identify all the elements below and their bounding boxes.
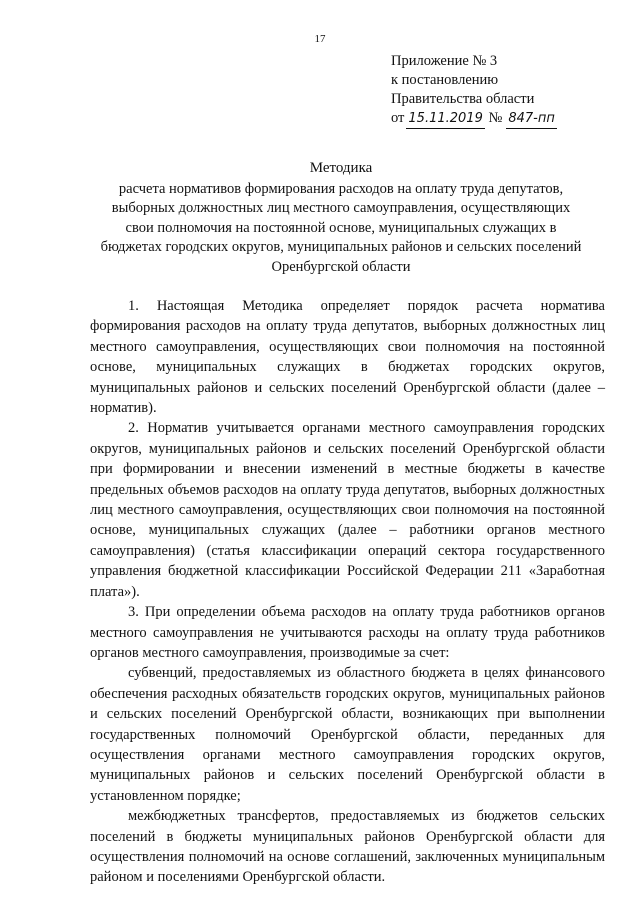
paragraph-3: 3. При определении объема расходов на оплату труда работников органов местного самоуправления не учитываются расходы на оплату труда работников органов местного самоуправления, производимые за счет: [90, 604, 605, 661]
title-line-5: Оренбургской области [271, 258, 411, 275]
title-line-3: свои полномочия на постоянной основе, муниципальных служащих в [125, 219, 557, 236]
page-number: 17 [314, 33, 326, 45]
title-line-1: расчета нормативов формирования расходов на оплату труда депутатов, [118, 180, 564, 197]
document-title [78, 159, 604, 277]
appendix-line-1: Приложение № 3 [391, 53, 498, 69]
date-prefix: от [391, 110, 405, 126]
appendix-date-line [391, 109, 557, 129]
paragraph-4: субвенций, предоставляемых из областного бюджета в целях финансового обеспечения расходных обязательств городских округов, муниципальных районов и сельских поселений Оренбургской области, возникающих при выполнении государственных полномочий Оренбургской области, переданных для осуществления органами местного самоуправления городских округов, муниципальных районов и сельских поселений Оренбургской области в установленном порядке; [90, 665, 605, 804]
number-prefix: № [488, 110, 503, 126]
appendix-line-3: Правительства области [391, 91, 535, 107]
paragraph-2: 2. Норматив учитывается органами местного самоуправления городских округов, муниципальных районов и сельских поселений Оренбургской области при формировании и внесении изменений в местные бюджеты в качестве предельных объемов расходов на оплату труда депутатов, выборных должностных лиц местного самоуправления, осуществляющих свои полномочия на постоянной основе, муниципальных служащих (далее – работники органов местного самоуправления) (статья классификации операций сектора государственного управления бюджетной классификации Российской Федерации 211 «Заработная плата»). [90, 420, 605, 600]
title-heading: Методика [309, 160, 373, 176]
handwritten-date: 15.11.2019 [406, 109, 484, 129]
paragraph-1: 1. Настоящая Методика определяет порядок расчета норматива формирования расходов на оплату труда депутатов, выборных должностных лиц местного самоуправления, осуществляющих свои полномочия на постоянной основе, муниципальных служащих в бюджетах городских округов, муниципальных районов и сельских поселений Оренбургской области (далее – норматив). [90, 298, 605, 417]
appendix-block [391, 52, 557, 129]
document-body [90, 296, 605, 888]
appendix-line-2: к постановлению [391, 72, 499, 88]
handwritten-number: 847-пп [506, 109, 557, 129]
title-line-4: бюджетах городских округов, муниципальных районов и сельских поселений [100, 239, 582, 255]
paragraph-5: межбюджетных трансфертов, предоставляемых из бюджетов сельских поселений в бюджеты муниципальных районов Оренбургской области для осуществления полномочий на основе соглашений, заключенных муниципальным районом и поселениями Оренбургской области. [90, 808, 605, 886]
title-line-2: выборных должностных лиц местного самоуправления, осуществляющих [111, 200, 571, 216]
